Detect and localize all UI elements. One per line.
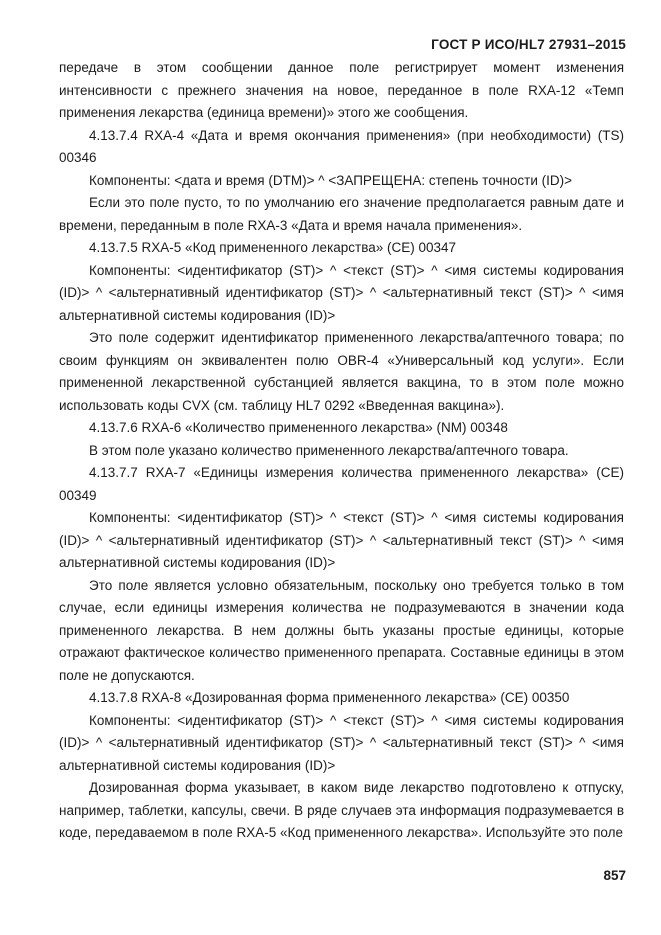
paragraph: Дозированная форма указывает, в каком виде лекарство подготовлено к отпуску, например, таблетки, капсулы, свечи. В ряде случаев эта информация подразумевается в коде, передаваемом в поле RXA-5 «Код примененного лекарства». Используйте это поле [59, 780, 624, 840]
paragraph: Компоненты: <идентификатор (ST)> ^ <текст (ST)> ^ <имя системы кодирования (ID)> ^ <альтернативный идентификатор (ST)> ^ <альтернативный текст (ST)> ^ <имя альтернативной системы кодирования (ID)> [59, 510, 624, 570]
paragraph: Это поле содержит идентификатор примененного лекарства/аптечного товара; по своим функциям он эквивалентен полю OBR-4 «Универсальный код услуги». Если примененной лекарственной субстанцией является вакцина, то в этом поле можно использовать коды CVX (см. таблицу HL7 0292 «Введенная вакцина»). [59, 330, 624, 413]
paragraph: В этом поле указано количество примененного лекарства/аптечного товара. [89, 442, 569, 458]
section-heading [59, 125, 624, 170]
section-heading: 4.13.7.8 RXA-8 «Дозированная форма примененного лекарства» (CE) 00350 [89, 690, 570, 705]
heading-line: 00346 [59, 150, 97, 165]
paragraph: Компоненты: <дата и время (DTM)> ^ <ЗАПРЕЩЕНА: степень точности (ID)> [89, 172, 573, 188]
document-body [59, 57, 624, 845]
paragraph: Компоненты: <идентификатор (ST)> ^ <текст (ST)> ^ <имя системы кодирования (ID)> ^ <альтернативный идентификатор (ST)> ^ <альтернативный текст (ST)> ^ <имя альтернативной системы кодирования (ID)> [59, 712, 624, 773]
heading-line: 00349 [59, 487, 97, 503]
section-heading [59, 462, 624, 507]
heading-line: 4.13.7.7 RXA-7 «Единицы измерения количества примененного лекарства» (CE) [89, 465, 624, 480]
heading-line: 4.13.7.4 RXA-4 «Дата и время окончания применения» (при необходимости) (TS) [89, 127, 624, 143]
section-heading: 4.13.7.5 RXA-5 «Код примененного лекарства» (CE) 00347 [89, 240, 457, 255]
paragraph: Компоненты: <идентификатор (ST)> ^ <текст (ST)> ^ <имя системы кодирования (ID)> ^ <альтернативный идентификатор (ST)> ^ <альтернативный текст (ST)> ^ <имя альтернативной системы кодирования (ID)> [59, 262, 624, 323]
paragraph: Это поле является условно обязательным, поскольку оно требуется только в том случае, если единицы измерения количества не подразумеваются в значении кода примененного лекарства. В нем должны быть указаны простые единицы, которые отражают фактическое количество примененного препарата. Составные единицы в этом поле не допускаются. [59, 577, 624, 683]
section-heading: 4.13.7.6 RXA-6 «Количество примененного лекарства» (NM) 00348 [89, 420, 508, 435]
paragraph: Если это поле пусто, то по умолчанию его значение предполагается равным дате и времени, переданным в поле RXA-3 «Дата и время начала применения». [59, 195, 624, 233]
paragraph: передаче в этом сообщении данное поле регистрирует момент изменения интенсивности с прежнего значения на новое, переданное в поле RXA-12 «Темп применения лекарства (единица времени)» этого же сообщения. [59, 60, 624, 120]
page-number: 857 [603, 868, 626, 883]
running-header: ГОСТ Р ИСО/HL7 27931–2015 [431, 37, 626, 52]
